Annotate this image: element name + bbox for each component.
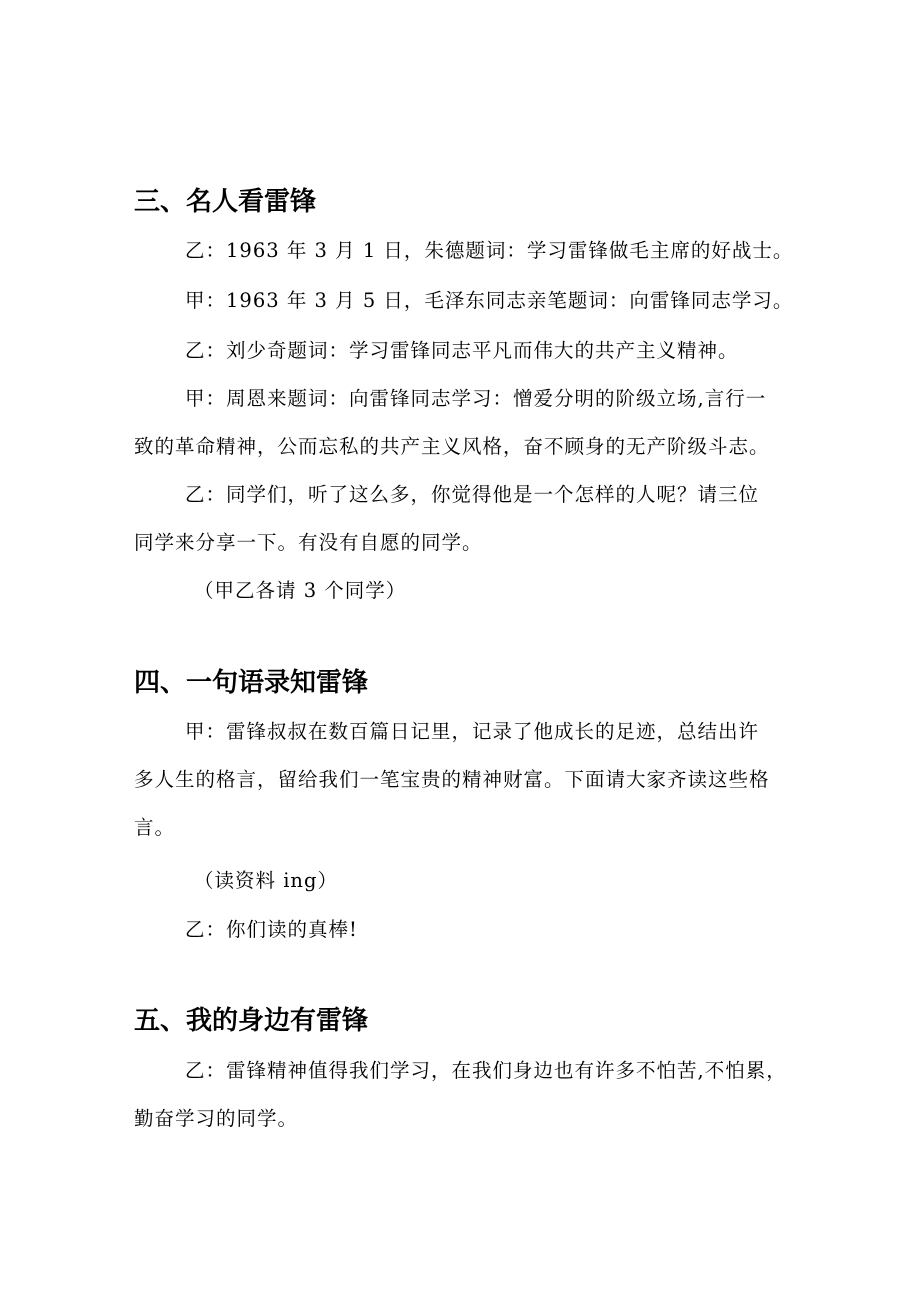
paragraph-line-zhu-de: 乙：1963 年 3 月 1 日，朱德题词：学习雷锋做毛主席的好战士。 xyxy=(185,239,794,262)
paragraph-line-diary-cont: 多人生的格言，留给我们一笔宝贵的精神财富。下面请大家齐读这些格 xyxy=(134,768,770,791)
paragraph-line-liu-shaoqi: 乙：刘少奇题词：学习雷锋同志平凡而伟大的共产主义精神。 xyxy=(185,339,739,362)
paragraph-line-question: 乙：同学们，听了这么多，你觉得他是一个怎样的人呢？请三位 xyxy=(185,483,760,506)
section-heading-famous-people: 三、名人看雷锋 xyxy=(134,187,317,217)
paragraph-line-spirit-cont: 勤奋学习的同学。 xyxy=(134,1107,299,1130)
section-heading-quotes: 四、一句语录知雷锋 xyxy=(134,668,369,698)
stage-note-invite: （甲乙各请 3 个同学） xyxy=(194,579,407,602)
paragraph-line-diary: 甲：雷锋叔叔在数百篇日记里，记录了他成长的足迹，总结出许 xyxy=(185,720,760,743)
stage-note-reading: （读资料 ing） xyxy=(194,869,338,892)
paragraph-line-spirit: 乙：雷锋精神值得我们学习，在我们身边也有许多不怕苦,不怕累， xyxy=(185,1059,787,1082)
paragraph-line-diary-end: 言。 xyxy=(134,816,176,839)
paragraph-line-mao-zedong: 甲：1963 年 3 月 5 日，毛泽东同志亲笔题词：向雷锋同志学习。 xyxy=(185,289,794,312)
paragraph-line-praise: 乙：你们读的真棒! xyxy=(185,918,358,941)
paragraph-line-question-cont: 同学来分享一下。有没有自愿的同学。 xyxy=(134,531,483,554)
paragraph-line-zhou-enlai-cont: 致的革命精神，公而忘私的共产主义风格，奋不顾身的无产阶级斗志。 xyxy=(134,435,770,458)
section-heading-around-me: 五、我的身边有雷锋 xyxy=(134,1006,369,1036)
paragraph-line-zhou-enlai: 甲：周恩来题词：向雷锋同志学习：憎爱分明的阶级立场,言行一 xyxy=(185,387,767,410)
